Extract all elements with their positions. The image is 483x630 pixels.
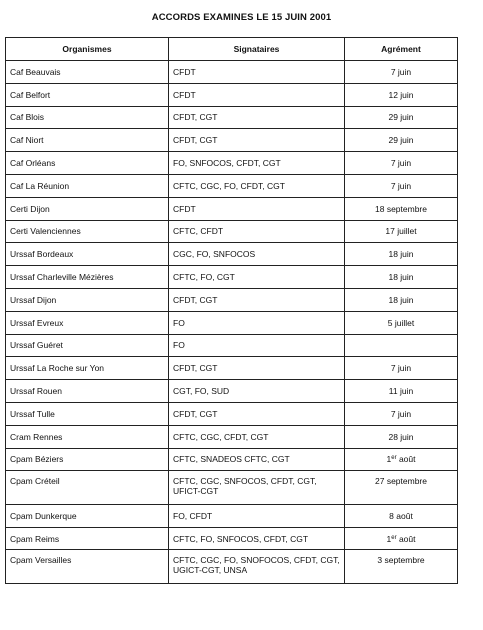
table-row	[6, 334, 458, 357]
signataires-cell: CFTC, CGC, CFDT, CGT	[169, 425, 345, 448]
agrement-month: août	[396, 454, 416, 465]
agrement-cell: 7 juin	[345, 402, 458, 425]
agrement-cell: 28 juin	[345, 425, 458, 448]
organisme-cell: Cpam Béziers	[6, 448, 169, 471]
table-row	[6, 174, 458, 197]
agrement-ordinal: er	[391, 455, 397, 462]
organisme-cell: Cpam Versailles	[6, 550, 169, 584]
table-row	[6, 311, 458, 334]
organisme-cell: Urssaf Guéret	[6, 334, 169, 357]
agrement-cell	[345, 448, 458, 471]
agrement-cell: 27 septembre	[345, 471, 458, 505]
header-organismes: Organismes	[6, 38, 169, 61]
agrement-cell: 18 juin	[345, 288, 458, 311]
agrement-cell: 7 juin	[345, 61, 458, 84]
table-row	[6, 380, 458, 403]
organisme-cell: Caf Belfort	[6, 83, 169, 106]
agrement-cell: 29 juin	[345, 106, 458, 129]
agrement-cell	[345, 527, 458, 550]
organisme-cell: Caf Beauvais	[6, 61, 169, 84]
organisme-cell: Certi Dijon	[6, 197, 169, 220]
document-title: ACCORDS EXAMINES LE 15 JUIN 2001	[151, 12, 332, 23]
signataires-cell: CFDT, CGT	[169, 288, 345, 311]
signataires-cell: CFTC, SNADEOS CFTC, CGT	[169, 448, 345, 471]
agrement-cell: 18 juin	[345, 266, 458, 289]
table-row	[6, 129, 458, 152]
table-row	[6, 152, 458, 175]
table-row	[6, 425, 458, 448]
signataires-cell: CFDT, CGT	[169, 357, 345, 380]
organisme-cell: Cpam Reims	[6, 527, 169, 550]
table-row	[6, 106, 458, 129]
organisme-cell: Caf Orléans	[6, 152, 169, 175]
signataires-cell: CFDT, CGT	[169, 106, 345, 129]
organisme-cell: Cpam Créteil	[6, 471, 169, 505]
agrement-cell: 3 septembre	[345, 550, 458, 584]
table-row	[6, 288, 458, 311]
header-signataires: Signataires	[169, 38, 345, 61]
table-row	[6, 197, 458, 220]
agreements-table	[5, 37, 458, 584]
table-row	[6, 357, 458, 380]
organisme-cell: Urssaf La Roche sur Yon	[6, 357, 169, 380]
signataires-cell: CFTC, FO, CGT	[169, 266, 345, 289]
signataires-cell: CFTC, CGC, FO, SNOFOCOS, CFDT, CGT, UGICT-CGT, UNSA	[169, 550, 345, 584]
signataires-cell: CGC, FO, SNFOCOS	[169, 243, 345, 266]
table-row	[6, 61, 458, 84]
table-row	[6, 402, 458, 425]
signataires-cell: FO	[169, 311, 345, 334]
signataires-cell: CFDT	[169, 61, 345, 84]
signataires-cell: FO	[169, 334, 345, 357]
organisme-cell: Urssaf Charleville Mézières	[6, 266, 169, 289]
table-row	[6, 448, 458, 471]
signataires-cell: CFTC, CGC, SNFOCOS, CFDT, CGT, UFICT-CGT	[169, 471, 345, 505]
signataires-cell: CFDT, CGT	[169, 129, 345, 152]
table-header-row	[6, 38, 458, 61]
signataires-cell: CFDT, CGT	[169, 402, 345, 425]
organisme-cell: Cram Rennes	[6, 425, 169, 448]
agrement-month: août	[396, 533, 416, 544]
header-agrement: Agrément	[345, 38, 458, 61]
signataires-cell: CFDT	[169, 197, 345, 220]
agrement-cell: 7 juin	[345, 357, 458, 380]
table-row	[6, 527, 458, 550]
agrement-cell: 8 août	[345, 504, 458, 527]
agrement-ordinal: er	[391, 534, 397, 541]
agrement-cell: 11 juin	[345, 380, 458, 403]
signataires-cell: FO, SNFOCOS, CFDT, CGT	[169, 152, 345, 175]
signataires-cell: CFTC, CFDT	[169, 220, 345, 243]
organisme-cell: Urssaf Rouen	[6, 380, 169, 403]
agrement-cell: 17 juillet	[345, 220, 458, 243]
signataires-cell: FO, CFDT	[169, 504, 345, 527]
organisme-cell: Urssaf Bordeaux	[6, 243, 169, 266]
agrement-cell: 18 septembre	[345, 197, 458, 220]
agrement-cell: 7 juin	[345, 174, 458, 197]
agrement-day: 1	[386, 454, 392, 465]
agrement-day: 1	[386, 533, 392, 544]
signataires-cell: CGT, FO, SUD	[169, 380, 345, 403]
organisme-cell: Caf Niort	[6, 129, 169, 152]
organisme-cell: Urssaf Tulle	[6, 402, 169, 425]
table-row	[6, 504, 458, 527]
organisme-cell: Urssaf Evreux	[6, 311, 169, 334]
organisme-cell: Caf La Réunion	[6, 174, 169, 197]
agrement-cell: 18 juin	[345, 243, 458, 266]
organisme-cell: Caf Blois	[6, 106, 169, 129]
table-row	[6, 550, 458, 584]
agrement-cell: 29 juin	[345, 129, 458, 152]
table-row	[6, 471, 458, 505]
agrement-cell: 5 juillet	[345, 311, 458, 334]
agrement-cell: 12 juin	[345, 83, 458, 106]
table-row	[6, 83, 458, 106]
signataires-cell: CFTC, CGC, FO, CFDT, CGT	[169, 174, 345, 197]
agrement-cell: 7 juin	[345, 152, 458, 175]
table-row	[6, 220, 458, 243]
signataires-cell: CFTC, FO, SNFOCOS, CFDT, CGT	[169, 527, 345, 550]
organisme-cell: Cpam Dunkerque	[6, 504, 169, 527]
organisme-cell: Urssaf Dijon	[6, 288, 169, 311]
organisme-cell: Certi Valenciennes	[6, 220, 169, 243]
signataires-cell: CFDT	[169, 83, 345, 106]
table-row	[6, 243, 458, 266]
table-row	[6, 266, 458, 289]
agrement-cell	[345, 334, 458, 357]
